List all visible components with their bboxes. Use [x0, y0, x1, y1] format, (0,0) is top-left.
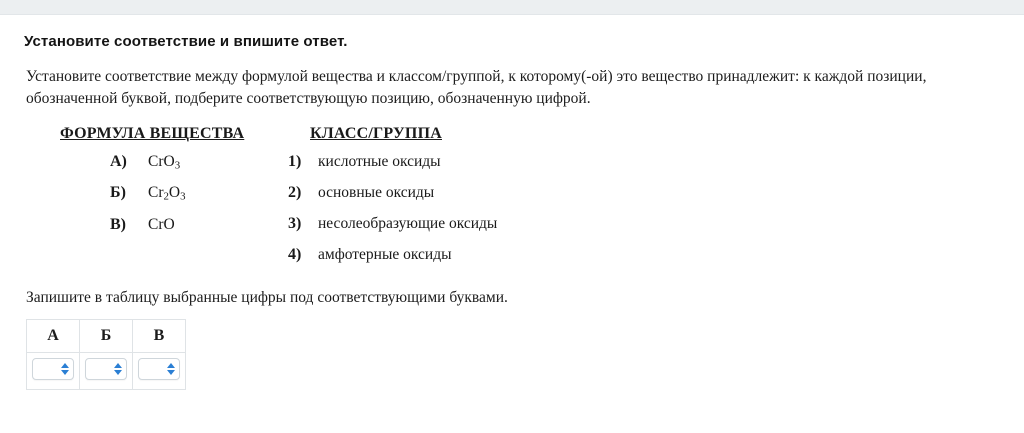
list-item	[288, 215, 497, 233]
right-column-header: КЛАСС/ГРУППА	[310, 124, 442, 142]
formula-b-tail: O	[168, 184, 181, 202]
option-label-3: несолеобразующие оксиды	[318, 214, 498, 232]
answer-instruction: Запишите в таблицу выбранные цифры под соответствующими буквами.	[26, 288, 508, 306]
formula-v-text: CrO	[148, 215, 175, 233]
table-header-row	[27, 319, 186, 352]
list-item	[38, 216, 288, 234]
option-label-1: кислотные оксиды	[318, 152, 441, 170]
item-marker-a: А)	[110, 152, 127, 170]
answer-header-b: Б	[80, 319, 133, 352]
matching-area	[38, 149, 1000, 277]
option-marker-3: 3)	[288, 214, 302, 232]
chevron-updown-icon	[113, 362, 122, 376]
answer-table	[26, 319, 186, 390]
option-marker-1: 1)	[288, 152, 302, 170]
formula-column	[38, 149, 288, 277]
answer-header-v: В	[133, 319, 186, 352]
answer-cell-b	[80, 352, 133, 389]
formula-a	[140, 153, 180, 171]
answer-cell-a	[27, 352, 80, 389]
chevron-updown-icon	[60, 362, 69, 376]
list-item	[288, 153, 497, 171]
formula-b-sub2: 3	[180, 190, 186, 203]
chevron-updown-icon	[166, 362, 175, 376]
answer-header-a: А	[27, 319, 80, 352]
formula-b	[140, 184, 186, 202]
formula-v	[140, 216, 175, 234]
option-marker-2: 2)	[288, 183, 302, 201]
option-label-2: основные оксиды	[318, 183, 435, 201]
formula-b-sub: 2	[163, 190, 169, 203]
formula-b-text: Cr	[148, 184, 164, 202]
list-item	[38, 153, 288, 171]
answer-select-a[interactable]	[32, 358, 74, 380]
task-page	[0, 15, 1024, 390]
list-item	[288, 246, 497, 264]
list-item	[288, 184, 497, 202]
task-instruction: Установите соответствие между формулой вещества и классом/группой, к которому(-ой) это вещество принадлежит: к каждой позиции, обозначенной буквой, подберите соответствующую позицию, обозначенную цифрой.	[26, 68, 927, 108]
formula-a-sub: 3	[174, 159, 181, 172]
list-item	[38, 184, 288, 202]
answer-cell-v	[133, 352, 186, 389]
class-group-column	[288, 149, 497, 277]
answer-select-b[interactable]	[85, 358, 127, 380]
option-label-4: амфотерные оксиды	[318, 245, 452, 263]
option-marker-4: 4)	[288, 245, 302, 263]
page-title: Установите соответствие и впишите ответ.	[24, 33, 348, 50]
formula-a-text: CrO	[148, 152, 175, 170]
window-topbar	[0, 0, 1024, 15]
table-row	[27, 352, 186, 389]
columns-header-row	[38, 125, 1000, 143]
item-marker-b: Б)	[110, 184, 126, 202]
item-marker-v: В)	[110, 215, 126, 233]
answer-select-v[interactable]	[138, 358, 180, 380]
left-column-header: ФОРМУЛА ВЕЩЕСТВА	[60, 124, 245, 142]
